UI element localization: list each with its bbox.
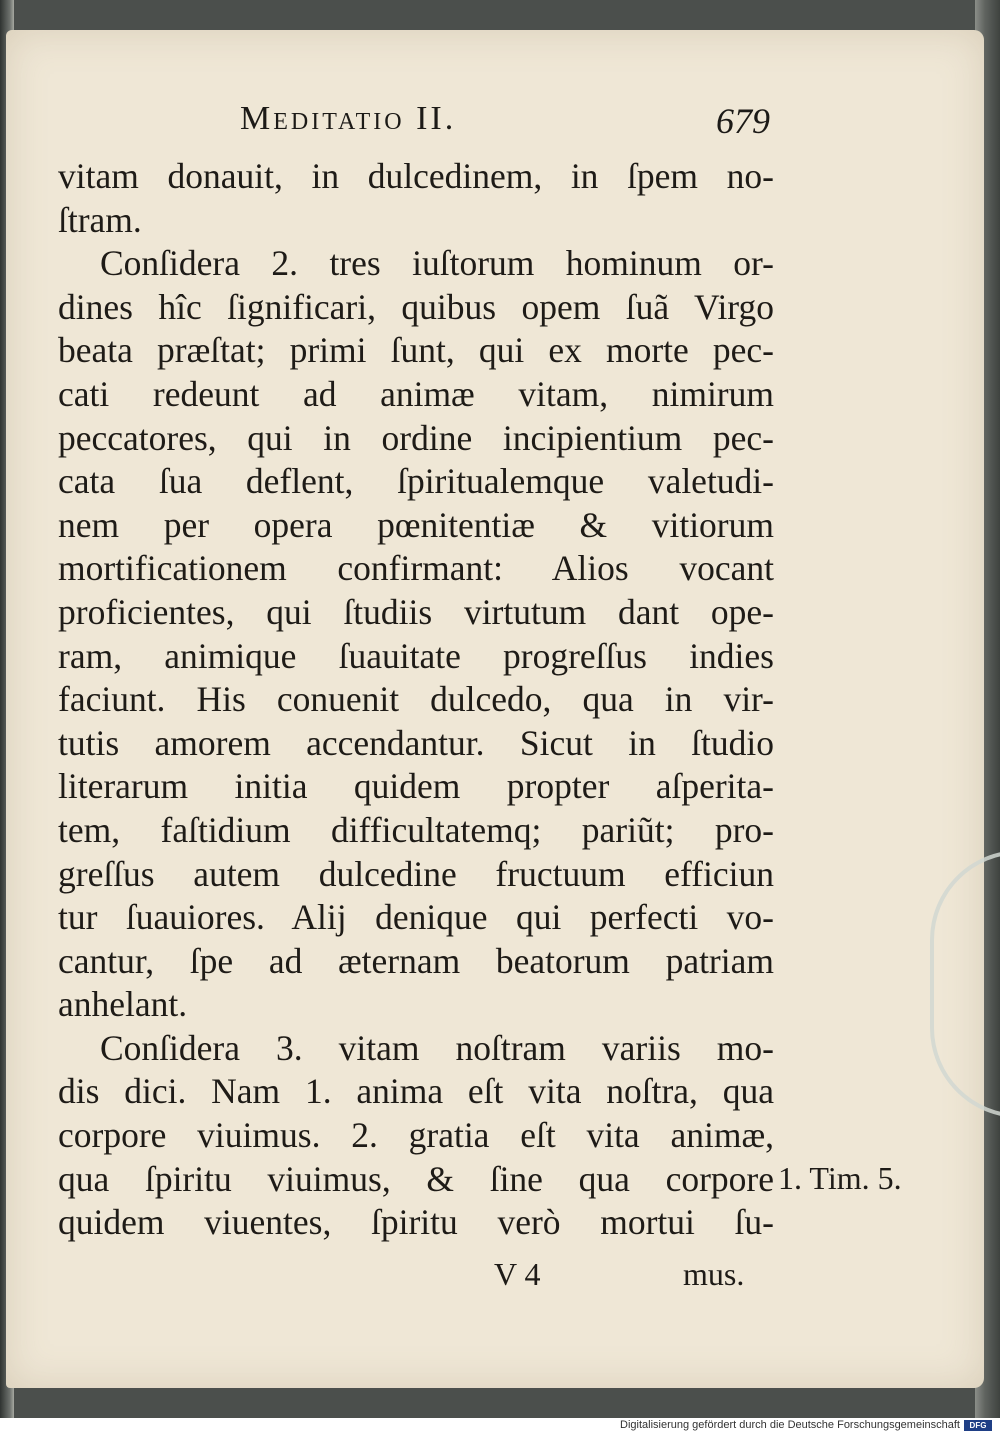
page-number: 679: [716, 101, 770, 141]
body-text: [58, 155, 774, 1245]
text-line: nem per opera pœnitentiæ & vitiorum: [58, 504, 774, 545]
text-line: anhelant.: [58, 984, 188, 1025]
text-line: beata præſtat; primi ſunt, qui ex morte pec-: [58, 330, 774, 371]
text-line: dis dici. Nam 1. anima eſt vita noſtra, qua: [58, 1071, 774, 1112]
text-line: tem, faſtidium difficultatemq; pariũt; pro-: [58, 809, 774, 850]
catchword: mus.: [683, 1256, 745, 1292]
text-line: qua ſpiritu viuimus, & ſine qua corpore: [58, 1158, 774, 1199]
running-title: Meditatio II.: [240, 100, 457, 137]
text-line: tutis amorem accendantur. Sicut in ſtudio: [58, 722, 774, 763]
text-line: tur ſuauiores. Alij denique qui perfecti vo-: [58, 897, 774, 938]
text-line: cati redeunt ad animæ vitam, nimirum: [58, 373, 774, 414]
show-through-bleed: [760, 150, 950, 350]
text-line: faciunt. His conuenit dulcedo, qua in vir-: [58, 679, 774, 720]
text-line: Conſidera 2. tres iuſtorum hominum or-: [100, 243, 774, 284]
dfg-logo: DFG: [964, 1420, 992, 1431]
funding-credit: Digitalisierung gefördert durch die Deutsche Forschungsgemeinschaft: [620, 1419, 960, 1431]
text-line: proficientes, qui ſtudiis virtutum dant ope-: [58, 591, 774, 632]
signature-mark: V 4: [494, 1256, 541, 1292]
text-line: greſſus autem dulcedine fructuum efficiun: [58, 853, 774, 894]
text-line: ram, animique ſuauitate progreſſus indies: [58, 635, 774, 676]
text-line: cata ſua deflent, ſpiritualemque valetudi-: [58, 461, 774, 502]
text-line: vitam donauit, in dulcedinem, in ſpem no-: [58, 156, 774, 196]
text-line: ſtram.: [58, 199, 142, 240]
text-line: quidem viuentes, ſpiritu verò mortui ſu-: [58, 1202, 774, 1243]
text-line: cantur, ſpe ad æternam beatorum patriam: [58, 940, 774, 981]
text-line: Conſidera 3. vitam noſtram variis mo-: [100, 1027, 774, 1068]
marginal-note: 1. Tim. 5.: [778, 1160, 902, 1196]
footer-bar: [0, 1418, 1000, 1433]
text-line: peccatores, qui in ordine incipientium pec-: [58, 417, 774, 458]
text-line: dines hîc ſignificari, quibus opem ſuã Virgo: [58, 286, 774, 327]
running-header: [240, 100, 770, 140]
text-line: literarum initia quidem propter aſperita-: [58, 766, 774, 807]
text-line: mortificationem confirmant: Alios vocant: [58, 548, 774, 589]
text-line: corpore viuimus. 2. gratia eſt vita animæ,: [58, 1115, 774, 1156]
